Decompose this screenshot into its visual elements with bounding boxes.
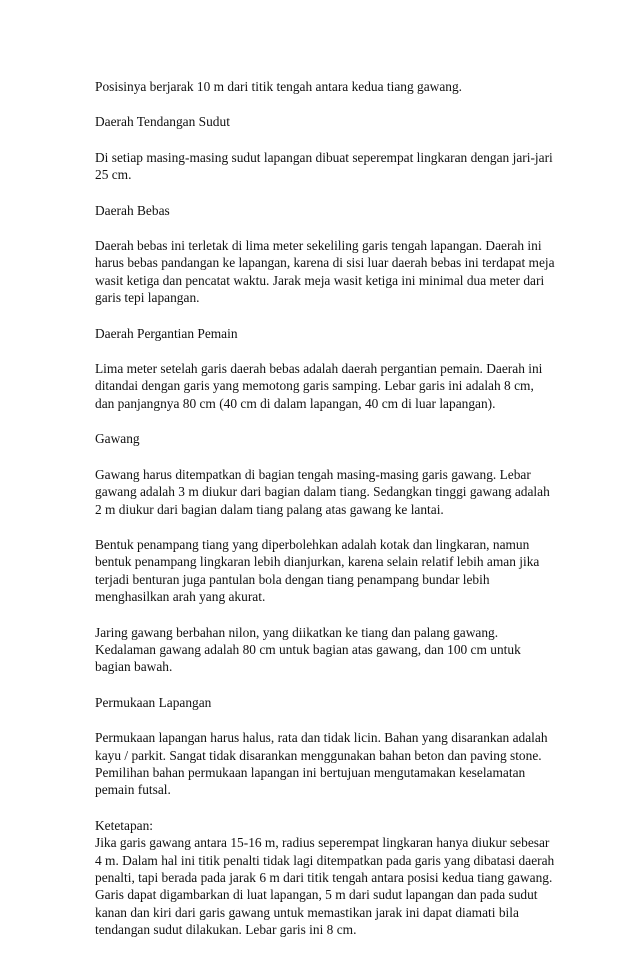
section-heading-corner-kick-area: Daerah Tendangan Sudut <box>95 114 230 130</box>
text-paragraph: Bentuk penampang tiang yang diperbolehkan adalah kotak dan lingkaran, namun bentuk penampang lingkaran lebih dianjurkan, karena selain relatif lebih aman jika terjadi benturan juga pantulan bola dengan tiang penampang bundar lebih menghasilkan arah yang akurat. <box>95 536 540 605</box>
text-paragraph: Jika garis gawang antara 15-16 m, radius seperempat lingkaran hanya diukur sebesar 4 m. Dalam hal ini titik penalti tidak lagi ditempatkan pada garis yang dibatasi daerah penalti, tapi berada pada jarak 6 m dari titik tengah antara posisi kedua tiang gawang. Garis dapat digambarkan di luat lapangan, 5 m dari sudut lapangan dan pada sudut kanan dan kiri dari garis gawang untuk memastikan jarak ini dapat diamati bila tendangan sudut dilakukan. Lebar garis ini 8 cm. <box>95 835 555 938</box>
text-paragraph: Gawang harus ditempatkan di bagian tengah masing-masing garis gawang. Lebar gawang adalah 3 m diukur dari bagian dalam tiang. Sedangkan tinggi gawang adalah 2 m diukur dari bagian dalam tiang palang atas gawang ke lantai. <box>95 466 550 517</box>
label-provisions: Ketetapan: <box>95 817 153 833</box>
text-paragraph: Daerah bebas ini terletak di lima meter sekeliling garis tengah lapangan. Daerah ini harus bebas pandangan ke lapangan, karena di sisi luar daerah bebas ini terdapat meja wasit ketiga dan pencatat waktu. Jarak meja wasit ketiga ini minimal dua meter dari garis tepi lapangan. <box>95 238 555 306</box>
text-paragraph: Permukaan lapangan harus halus, rata dan tidak licin. Bahan yang disarankan adalah kayu / parkit. Sangat tidak disarankan menggunakan bahan beton dan paving stone. Pemilihan bahan permukaan lapangan ini bertujuan mengutamakan keselamatan pemain futsal. <box>95 730 548 798</box>
document-page <box>95 78 555 957</box>
section-heading-substitution-area: Daerah Pergantian Pemain <box>95 325 238 341</box>
text-paragraph: Lima meter setelah garis daerah bebas adalah daerah pergantian pemain. Daerah ini ditandai dengan garis yang memotong garis samping. Lebar garis ini adalah 8 cm, dan panjangnya 80 cm (40 cm di dalam lapangan, 40 cm di luar lapangan). <box>95 361 543 411</box>
section-heading-goal: Gawang <box>95 431 140 447</box>
text-paragraph: Posisinya berjarak 10 m dari titik tengah antara kedua tiang gawang. <box>95 79 463 94</box>
text-paragraph: Di setiap masing-masing sudut lapangan dibuat seperempat lingkaran dengan jari-jari 25 cm. <box>95 149 553 183</box>
section-heading-free-area: Daerah Bebas <box>95 202 170 218</box>
section-heading-field-surface: Permukaan Lapangan <box>95 694 212 710</box>
text-paragraph: Jaring gawang berbahan nilon, yang diikatkan ke tiang dan palang gawang. Kedalaman gawang adalah 80 cm untuk bagian atas gawang, dan 100 cm untuk bagian bawah. <box>95 624 521 675</box>
